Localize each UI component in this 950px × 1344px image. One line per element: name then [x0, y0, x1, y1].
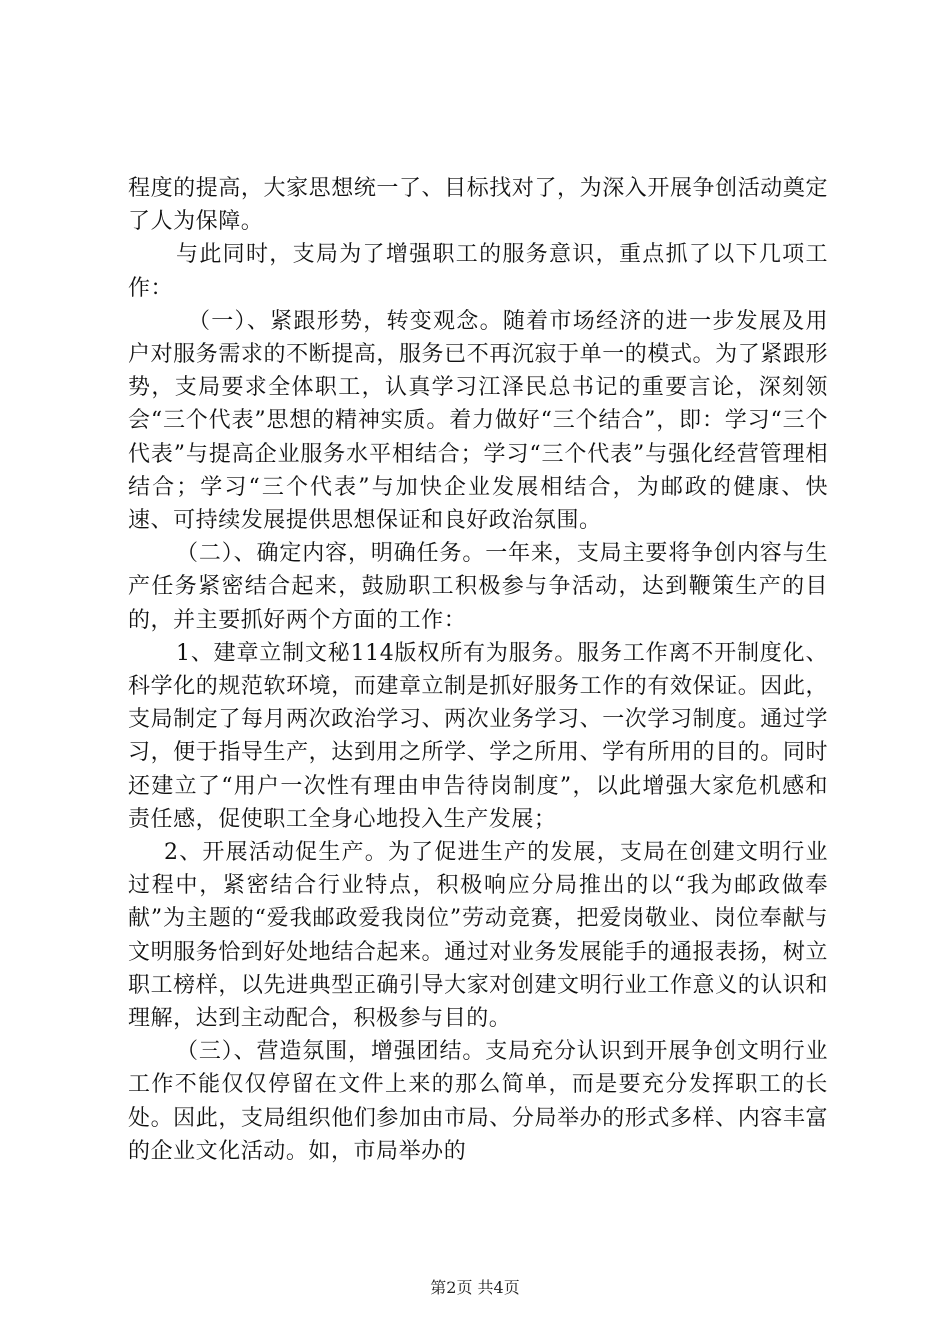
document-body	[128, 172, 828, 1168]
paragraph-section-three: （三）、营造氛围，增强团结。支局充分认识到开展争创文明行业工作不能仅仅停留在文件上来的那么简单，而是要充分发挥职工的长处。因此，支局组织他们参加由市局、分局举办的形式多样、内容丰富的企业文化活动。如，市局举办的	[128, 1039, 828, 1164]
paragraph-item-two: 2、开展活动促生产。为了促进生产的发展，支局在创建文明行业过程中，紧密结合行业特点，积极响应分局推出的以“我为邮政做奉献”为主题的“爱我邮政爱我岗位”劳动竞赛，把爱岗敬业、岗位奉献与文明服务恰到好处地结合起来。通过对业务发展能手的通报表扬，树立职工榜样，以先进典型正确引导大家对创建文明行业工作意义的认识和理解，达到主动配合，积极参与目的。	[128, 840, 828, 1032]
paragraph-intro: 与此同时，支局为了增强职工的服务意识，重点抓了以下几项工作：	[128, 242, 828, 301]
page-number: 第2页 共4页	[430, 1278, 520, 1297]
paragraph-item-one: 1、建章立制文秘114版权所有为服务。服务工作离不开制度化、科学化的规范软环境，而建章立制是抓好服务工作的有效保证。因此，支局制定了每月两次政治学习、两次业务学习、一次学习制度。通过学习，便于指导生产，达到用之所学、学之所用、学有所用的目的。同时还建立了“用户一次性有理由申告待岗制度”，以此增强大家危机感和责任感，促使职工全身心地投入生产发展；	[128, 640, 828, 832]
paragraph-continuation: 程度的提高，大家思想统一了、目标找对了，为深入开展争创活动奠定了人为保障。	[128, 176, 828, 235]
page-footer	[0, 1278, 950, 1298]
paragraph-section-two: （二）、确定内容，明确任务。一年来，支局主要将争创内容与生产任务紧密结合起来，鼓励职工积极参与争活动，达到鞭策生产的目的，并主要抓好两个方面的工作：	[128, 541, 828, 633]
paragraph-section-one: （一）、紧跟形势，转变观念。随着市场经济的进一步发展及用户对服务需求的不断提高，服务已不再沉寂于单一的模式。为了紧跟形势，支局要求全体职工，认真学习江泽民总书记的重要言论，深刻领会“三个代表”思想的精神实质。着力做好“三个结合”，即：学习“三个代表”与提高企业服务水平相结合；学习“三个代表”与强化经营管理相结合；学习“三个代表”与加快企业发展相结合，为邮政的健康、快速、可持续发展提供思想保证和良好政治氛围。	[128, 308, 828, 534]
